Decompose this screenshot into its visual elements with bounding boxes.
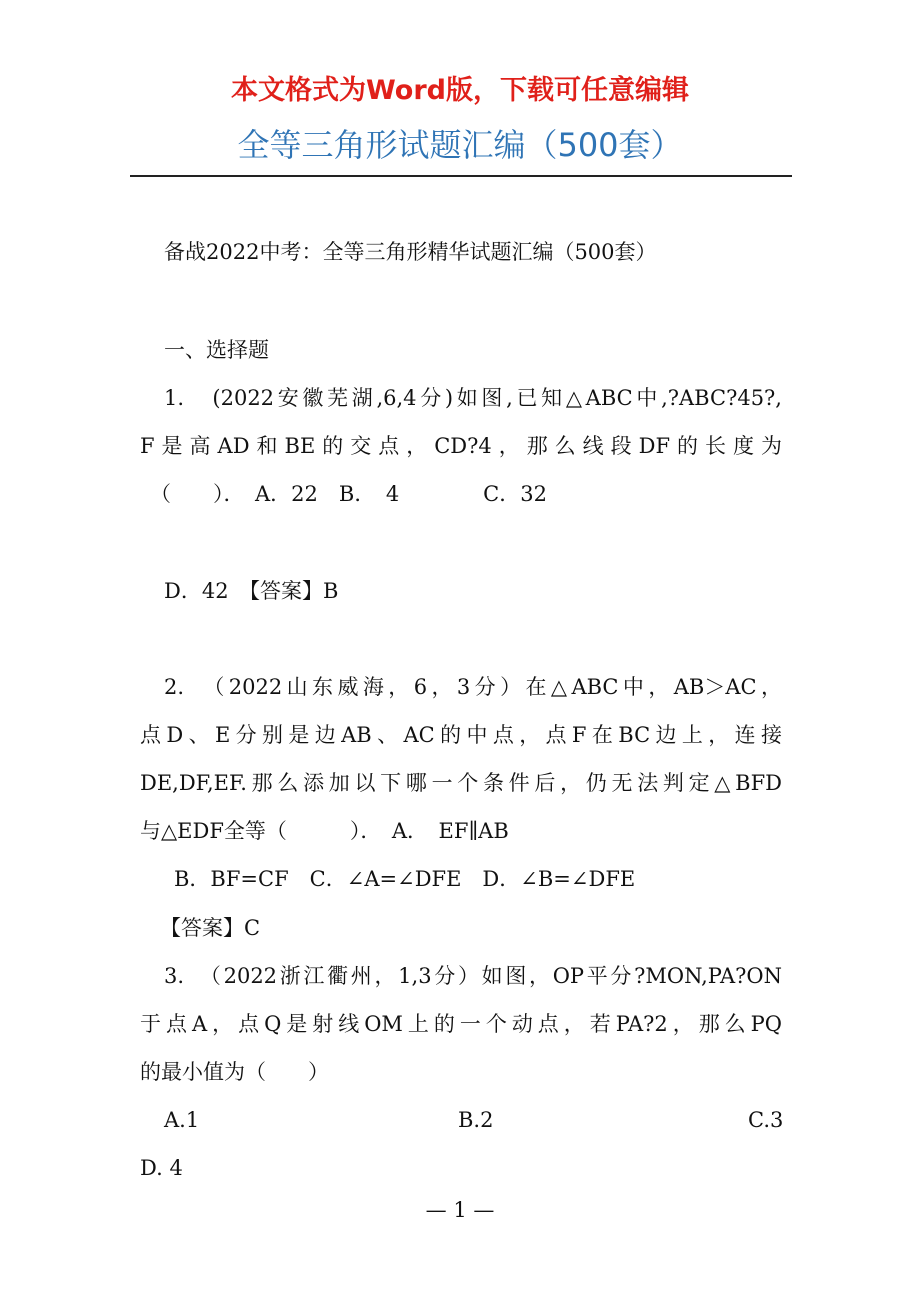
subtitle: 备战2022中考：全等三角形精华试题汇编（500套） (164, 240, 657, 264)
section-heading: 一、选择题 (164, 338, 269, 362)
format-banner: 本文格式为Word版，下载可任意编辑 (230, 75, 689, 106)
q2-answer: 【答案】C (160, 916, 261, 940)
q3-line-3: 的最小值为（ ） (140, 1060, 329, 1084)
q1-option-d-answer: D．42 【答案】B (164, 579, 339, 603)
q2-line-4: 与△EDF全等（ ）． A． EF∥AB (140, 819, 509, 843)
q2-line-2: 点D、E分别是边AB、AC的中点，点F在BC边上，连接 (140, 723, 782, 747)
q3-option-d: D. 4 (140, 1156, 183, 1180)
page-number: — 1 — (425, 1198, 495, 1222)
q2-line-3: DE,DF,EF.那么添加以下哪一个条件后，仍无法判定△BFD (140, 771, 782, 795)
q3-option-c: C.3 (748, 1108, 784, 1132)
q1-line-2: F是高AD和BE的交点，CD?4，那么线段DF的长度为 (140, 434, 782, 458)
q3-option-b: B.2 (458, 1108, 494, 1132)
q3-line-1: 3. （2022浙江衢州，1,3分）如图，OP平分?MON,PA?ON (164, 964, 782, 988)
q3-option-a: A.1 (164, 1108, 200, 1132)
title-divider (130, 175, 792, 177)
document-title: 全等三角形试题汇编（500套） (237, 126, 683, 164)
q3-line-2: 于点A，点Q是射线OM上的一个动点，若PA?2，那么PQ (140, 1012, 782, 1036)
q2-line-1: 2. （2022山东威海，6，3分）在△ABC中，AB＞AC， (164, 675, 782, 699)
q1-options: （ ）． A．22 B． 4 C．32 (150, 482, 547, 506)
q1-line-1: 1. (2022安徽芜湖,6,4分)如图,已知△ABC中,?ABC?45?, (164, 386, 782, 410)
q2-options: B．BF=CF C．∠A=∠DFE D．∠B=∠DFE (174, 867, 636, 891)
